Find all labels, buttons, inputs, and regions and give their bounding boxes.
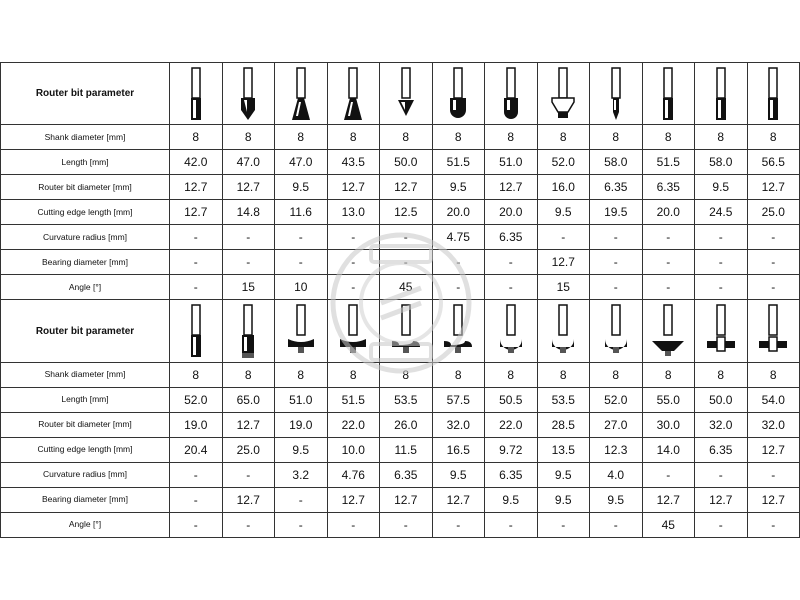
table-cell: 8 <box>432 125 485 150</box>
table-cell: 57.5 <box>432 387 485 412</box>
table-cell: 32.0 <box>695 412 748 437</box>
table-cell: 12.7 <box>380 487 433 512</box>
table-cell: 13.5 <box>537 437 590 462</box>
straight-bit-icon <box>757 66 789 122</box>
table-cell: - <box>747 462 800 487</box>
table-cell: 25.0 <box>222 437 275 462</box>
table-cell: - <box>747 225 800 250</box>
table-cell: - <box>537 512 590 537</box>
table-row <box>1 150 800 175</box>
round-over-bit-icon <box>495 303 527 359</box>
plunge-bit-icon <box>600 66 632 122</box>
table-cell: 9.72 <box>485 437 538 462</box>
table-cell: 19.0 <box>170 412 223 437</box>
table-cell: - <box>695 275 748 300</box>
row-label: Cutting edge length [mm] <box>1 200 170 225</box>
bit-cell <box>432 63 485 125</box>
flush-trim-bearing-bit-icon <box>232 303 264 359</box>
table-cell: 8 <box>695 125 748 150</box>
straight-bit-icon <box>705 66 737 122</box>
table-cell: - <box>590 250 643 275</box>
table-cell: 9.5 <box>695 175 748 200</box>
table-cell: 22.0 <box>485 412 538 437</box>
table-cell: - <box>642 225 695 250</box>
table-cell: 12.7 <box>222 175 275 200</box>
table-cell: 8 <box>537 125 590 150</box>
table-cell: 22.0 <box>327 412 380 437</box>
table-cell: 9.5 <box>537 200 590 225</box>
table-cell: 53.5 <box>537 387 590 412</box>
table-cell: 12.7 <box>747 487 800 512</box>
table-cell: 47.0 <box>275 150 328 175</box>
row-label: Shank diameter [mm] <box>1 362 170 387</box>
table-cell: - <box>275 512 328 537</box>
bit-image-row <box>1 63 800 125</box>
table-cell: - <box>537 225 590 250</box>
table-cell: 10 <box>275 275 328 300</box>
cove-bearing-bit-icon <box>337 303 369 359</box>
table-cell: - <box>747 512 800 537</box>
table-cell: 8 <box>642 362 695 387</box>
table-cell: 12.7 <box>642 487 695 512</box>
table-cell: 47.0 <box>222 150 275 175</box>
bit-cell <box>695 63 748 125</box>
bit-cell <box>590 300 643 362</box>
table-cell: 16.5 <box>432 437 485 462</box>
table-cell: 12.7 <box>380 175 433 200</box>
table-cell: 12.7 <box>170 175 223 200</box>
table-cell: 8 <box>222 362 275 387</box>
table-cell: 51.0 <box>275 387 328 412</box>
table-cell: 8 <box>590 125 643 150</box>
roman-ogee-bit-icon <box>442 303 474 359</box>
table-cell: 8 <box>590 362 643 387</box>
table-cell: 8 <box>380 125 433 150</box>
table-cell: - <box>275 487 328 512</box>
table-row <box>1 125 800 150</box>
table-cell: - <box>432 250 485 275</box>
table-cell: - <box>170 250 223 275</box>
bit-cell <box>642 300 695 362</box>
table-cell: 52.0 <box>537 150 590 175</box>
table-cell: - <box>170 512 223 537</box>
table-cell: 9.5 <box>275 175 328 200</box>
round-over-bit-icon <box>547 303 579 359</box>
table-cell: 6.35 <box>485 225 538 250</box>
table-cell: 20.0 <box>485 200 538 225</box>
table-cell: 45 <box>642 512 695 537</box>
bit-cell <box>275 63 328 125</box>
table-cell: 8 <box>485 362 538 387</box>
slot-cutter-bit-icon <box>757 303 789 359</box>
v-groove-bit-icon <box>232 66 264 122</box>
table-cell: - <box>170 225 223 250</box>
bit-cell <box>485 63 538 125</box>
row-header-router-bit-parameter: Router bit parameter <box>1 63 170 125</box>
table-cell: 8 <box>222 125 275 150</box>
table-cell: 12.7 <box>432 487 485 512</box>
table-cell: 52.0 <box>170 387 223 412</box>
row-label: Shank diameter [mm] <box>1 125 170 150</box>
table-cell: - <box>432 512 485 537</box>
table-cell: 28.5 <box>537 412 590 437</box>
table-cell: - <box>642 462 695 487</box>
bit-cell <box>327 63 380 125</box>
table-cell: 43.5 <box>327 150 380 175</box>
dovetail-bit-icon <box>337 66 369 122</box>
table-cell: - <box>590 225 643 250</box>
table-row <box>1 437 800 462</box>
table-cell: 32.0 <box>747 412 800 437</box>
table-cell: 12.3 <box>590 437 643 462</box>
cove-bearing-bit-icon <box>285 303 317 359</box>
table-cell: 12.7 <box>222 412 275 437</box>
table-cell: 27.0 <box>590 412 643 437</box>
table-cell: 51.0 <box>485 150 538 175</box>
table-cell: 26.0 <box>380 412 433 437</box>
bit-cell <box>537 300 590 362</box>
table-cell: - <box>380 250 433 275</box>
table-cell: 8 <box>170 362 223 387</box>
table-cell: 9.5 <box>537 462 590 487</box>
table-cell: 8 <box>327 362 380 387</box>
table-cell: 25.0 <box>747 200 800 225</box>
table-cell: 19.5 <box>590 200 643 225</box>
table-cell: 12.7 <box>537 250 590 275</box>
table-cell: 58.0 <box>590 150 643 175</box>
table-cell: 19.0 <box>275 412 328 437</box>
bit-cell <box>170 300 223 362</box>
table-cell: 11.6 <box>275 200 328 225</box>
row-label: Angle [°] <box>1 512 170 537</box>
table-cell: 56.5 <box>747 150 800 175</box>
table-cell: 42.0 <box>170 150 223 175</box>
table-cell: 14.8 <box>222 200 275 225</box>
table-row <box>1 487 800 512</box>
table-cell: 50.0 <box>380 150 433 175</box>
bit-cell <box>222 300 275 362</box>
table-cell: 3.2 <box>275 462 328 487</box>
table-cell: 8 <box>170 125 223 150</box>
slot-cutter-bit-icon <box>705 303 737 359</box>
table-cell: - <box>380 225 433 250</box>
table-cell: - <box>590 512 643 537</box>
table-cell: 20.0 <box>642 200 695 225</box>
table-cell: - <box>747 275 800 300</box>
straight-bit-icon <box>652 66 684 122</box>
table-cell: 20.0 <box>432 200 485 225</box>
table-cell: 4.75 <box>432 225 485 250</box>
table-cell: - <box>170 462 223 487</box>
table-cell: - <box>695 462 748 487</box>
table-cell: - <box>170 487 223 512</box>
table-cell: 14.0 <box>642 437 695 462</box>
core-box-bit-icon <box>442 66 474 122</box>
table-row <box>1 512 800 537</box>
table-cell: 51.5 <box>327 387 380 412</box>
table-cell: 4.0 <box>590 462 643 487</box>
bit-cell <box>642 63 695 125</box>
bit-image-row <box>1 300 800 362</box>
row-label: Length [mm] <box>1 387 170 412</box>
table-cell: 58.0 <box>695 150 748 175</box>
table-cell: 15 <box>222 275 275 300</box>
table-row <box>1 362 800 387</box>
table-cell: - <box>327 512 380 537</box>
table-row <box>1 250 800 275</box>
table-cell: - <box>222 225 275 250</box>
table-cell: - <box>485 250 538 275</box>
table-cell: - <box>642 275 695 300</box>
bit-cell <box>170 63 223 125</box>
table-cell: - <box>170 275 223 300</box>
table-cell: 9.5 <box>590 487 643 512</box>
table-cell: 12.7 <box>222 487 275 512</box>
table-cell: - <box>275 250 328 275</box>
table-cell: 9.5 <box>432 175 485 200</box>
table-cell: 12.7 <box>327 487 380 512</box>
table-cell: - <box>747 250 800 275</box>
table-row <box>1 387 800 412</box>
table-cell: 51.5 <box>432 150 485 175</box>
table-cell: 8 <box>485 125 538 150</box>
table-cell: - <box>642 250 695 275</box>
table-cell: - <box>275 225 328 250</box>
table-cell: - <box>485 512 538 537</box>
table-cell: 8 <box>695 362 748 387</box>
table-cell: 9.5 <box>275 437 328 462</box>
chamfer-bit-icon <box>547 66 579 122</box>
table-cell: 8 <box>380 362 433 387</box>
table-cell: 45 <box>380 275 433 300</box>
bit-cell <box>432 300 485 362</box>
table-cell: - <box>327 225 380 250</box>
table-cell: 16.0 <box>537 175 590 200</box>
table-cell: 9.5 <box>485 487 538 512</box>
table-cell: 53.5 <box>380 387 433 412</box>
table-cell: 65.0 <box>222 387 275 412</box>
table-cell: 12.7 <box>170 200 223 225</box>
table-cell: - <box>695 250 748 275</box>
table-cell: 15 <box>537 275 590 300</box>
row-label: Bearing diameter [mm] <box>1 487 170 512</box>
straight-bit-icon <box>180 303 212 359</box>
round-nose-bit-icon <box>495 66 527 122</box>
chamfer-bearing-bit-icon <box>652 303 684 359</box>
table-cell: 20.4 <box>170 437 223 462</box>
table-cell: 6.35 <box>695 437 748 462</box>
table-cell: - <box>222 250 275 275</box>
roman-ogee-bit-icon <box>390 303 422 359</box>
table-cell: 8 <box>747 362 800 387</box>
row-label: Angle [°] <box>1 275 170 300</box>
table-cell: 52.0 <box>590 387 643 412</box>
table-row <box>1 462 800 487</box>
bit-cell <box>327 300 380 362</box>
bit-cell <box>747 63 800 125</box>
bit-cell <box>485 300 538 362</box>
v-point-bit-icon <box>390 66 422 122</box>
table-cell: - <box>432 275 485 300</box>
table-cell: 8 <box>537 362 590 387</box>
table-cell: - <box>485 275 538 300</box>
table-cell: 10.0 <box>327 437 380 462</box>
table-cell: - <box>222 462 275 487</box>
row-label: Length [mm] <box>1 150 170 175</box>
table-cell: 12.7 <box>485 175 538 200</box>
table-cell: 12.5 <box>380 200 433 225</box>
table-cell: - <box>590 275 643 300</box>
round-over-bit-icon <box>600 303 632 359</box>
row-label: Router bit diameter [mm] <box>1 175 170 200</box>
table-cell: 6.35 <box>485 462 538 487</box>
table-cell: 8 <box>275 362 328 387</box>
table-cell: 8 <box>327 125 380 150</box>
bit-cell <box>380 300 433 362</box>
table-cell: 6.35 <box>380 462 433 487</box>
dovetail-bit-icon <box>285 66 317 122</box>
row-label: Router bit diameter [mm] <box>1 412 170 437</box>
table-cell: 12.7 <box>695 487 748 512</box>
bit-cell <box>695 300 748 362</box>
table-cell: - <box>380 512 433 537</box>
table-cell: - <box>327 275 380 300</box>
table-cell: 4.76 <box>327 462 380 487</box>
table-cell: - <box>695 512 748 537</box>
table-cell: 9.5 <box>432 462 485 487</box>
table-cell: 32.0 <box>432 412 485 437</box>
bit-cell <box>590 63 643 125</box>
table-row <box>1 412 800 437</box>
table-cell: 12.7 <box>747 437 800 462</box>
table-cell: - <box>327 250 380 275</box>
bit-cell <box>747 300 800 362</box>
row-label: Curvature radius [mm] <box>1 462 170 487</box>
bit-cell <box>537 63 590 125</box>
table-cell: 8 <box>747 125 800 150</box>
table-cell: 12.7 <box>747 175 800 200</box>
router-bit-spec-table <box>0 62 800 538</box>
table-cell: 8 <box>642 125 695 150</box>
table-row <box>1 200 800 225</box>
bit-cell <box>275 300 328 362</box>
table-cell: 30.0 <box>642 412 695 437</box>
table-cell: 54.0 <box>747 387 800 412</box>
table-cell: 55.0 <box>642 387 695 412</box>
table-row <box>1 275 800 300</box>
table-row <box>1 175 800 200</box>
table-cell: 6.35 <box>590 175 643 200</box>
table-row <box>1 225 800 250</box>
table-cell: 13.0 <box>327 200 380 225</box>
table-cell: 9.5 <box>537 487 590 512</box>
table-cell: 50.5 <box>485 387 538 412</box>
table-cell: 51.5 <box>642 150 695 175</box>
bit-cell <box>380 63 433 125</box>
row-label: Bearing diameter [mm] <box>1 250 170 275</box>
row-header-router-bit-parameter: Router bit parameter <box>1 300 170 362</box>
table-cell: - <box>222 512 275 537</box>
table-cell: 50.0 <box>695 387 748 412</box>
straight-bit-icon <box>180 66 212 122</box>
table-cell: 11.5 <box>380 437 433 462</box>
table-cell: 12.7 <box>327 175 380 200</box>
row-label: Cutting edge length [mm] <box>1 437 170 462</box>
table-cell: 8 <box>432 362 485 387</box>
table-cell: 6.35 <box>642 175 695 200</box>
table-cell: - <box>695 225 748 250</box>
table-cell: 8 <box>275 125 328 150</box>
bit-cell <box>222 63 275 125</box>
table-cell: 24.5 <box>695 200 748 225</box>
row-label: Curvature radius [mm] <box>1 225 170 250</box>
